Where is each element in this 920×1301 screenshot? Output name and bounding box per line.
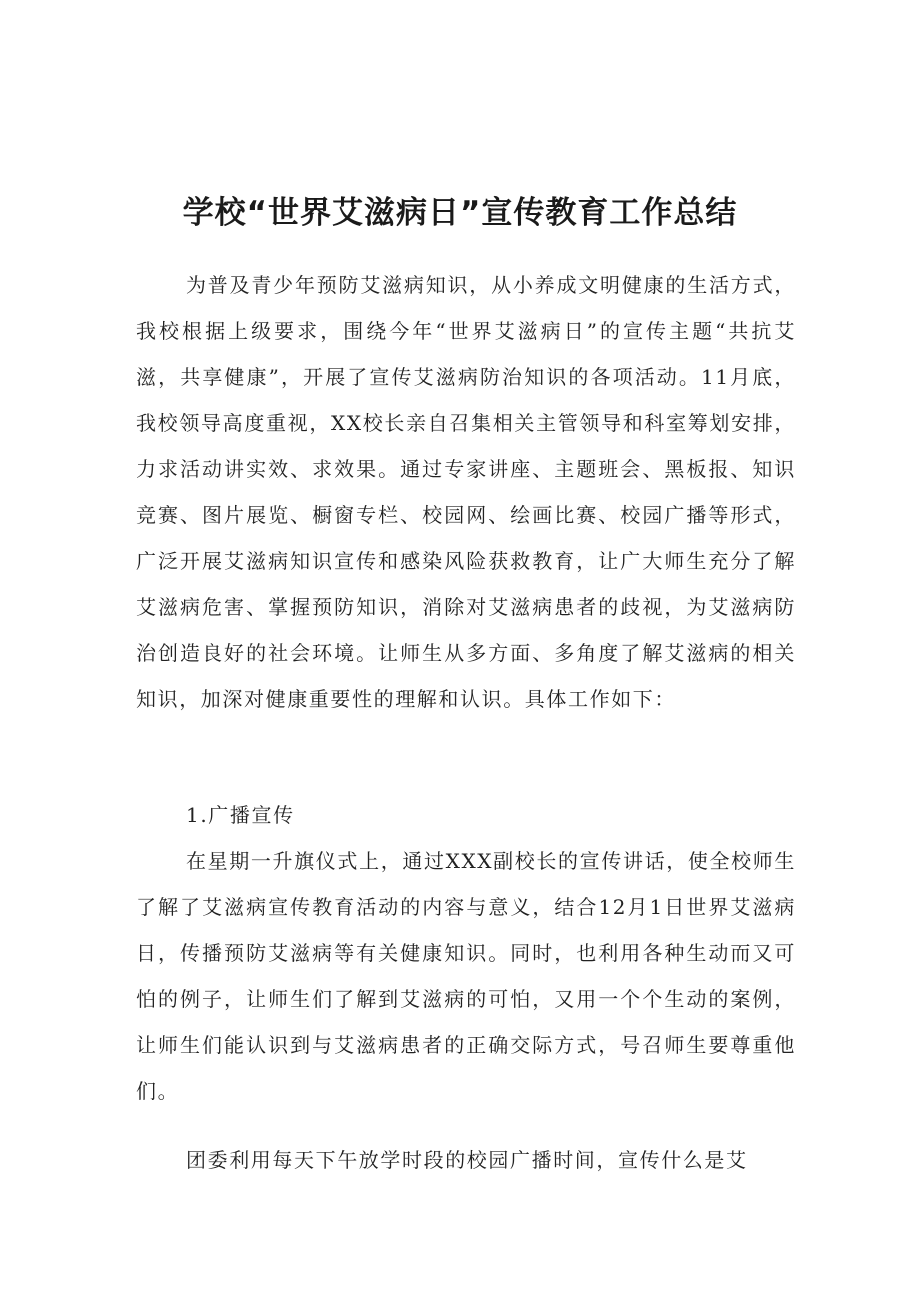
paragraph-text: 为普及青少年预防艾滋病知识，从小养成文明健康的生活方式，我校根据上级要求，围绕今年“世界艾滋病日”的宣传主题“共抗艾滋，共享健康”，开展了宣传艾滋病防治知识的各项活动。11月底，我校领导高度重视，XX校长亲自召集相关主管领导和科室筹划安排，力求活动讲实效、求效果。通过专家讲座、主题班会、黑板报、知识竞赛、图片展览、橱窗专栏、校园网、绘画比赛、校园广播等形式，广泛开展艾滋病知识宣传和感染风险获救教育，让广大师生充分了解艾滋病危害、掌握预防知识，消除对艾滋病患者的歧视，为艾滋病防治创造良好的社会环境。让师生从多方面、多角度了解艾滋病的相关知识，加深对健康重要性的理解和认识。具体工作如下：: [136, 273, 796, 711]
body-paragraph-flag-ceremony: [136, 838, 796, 1114]
paragraph-text: 在星期一升旗仪式上，通过XXX副校长的宣传讲话，使全校师生了解了艾滋病宣传教育活动的内容与意义，结合12月1日世界艾滋病日，传播预防艾滋病等有关健康知识。同时，也利用各种生动而又可怕的例子，让师生们了解到艾滋病的可怕，又用一个个生动的案例，让师生们能认识到与艾滋病患者的正确交际方式，号召师生要尊重他们。: [136, 849, 796, 1103]
document-title: 学校“世界艾滋病日”宣传教育工作总结: [182, 194, 738, 231]
body-paragraph-intro: [136, 262, 796, 722]
section-heading-broadcast: [136, 792, 796, 838]
section-heading-text: 1.广播宣传: [186, 803, 295, 827]
paragraph-text: 团委利用每天下午放学时段的校园广播时间，宣传什么是艾: [186, 1148, 748, 1172]
body-paragraph-campus-radio: [136, 1137, 796, 1183]
